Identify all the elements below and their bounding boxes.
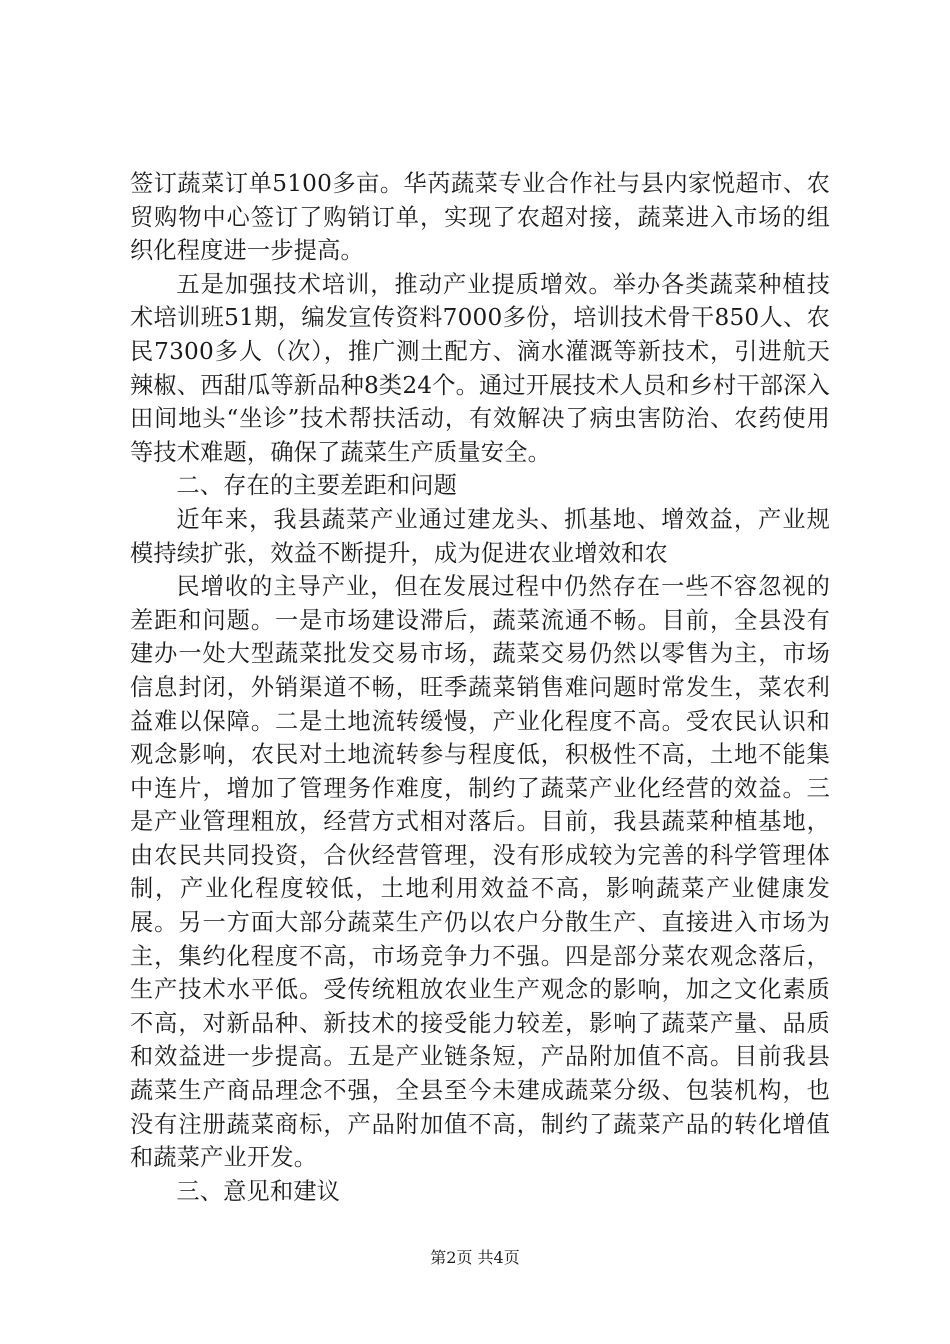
page-number-footer: 第2页 共4页 [430, 1248, 520, 1267]
section-heading-problems: 二、存在的主要差距和问题 [176, 472, 458, 500]
section-heading-suggestions: 三、意见和建议 [176, 1177, 341, 1205]
paragraph-technical-training: 五是加强技术培训，推动产业提质增效。举办各类蔬菜种植技术培训班51期，编发宣传资料7000多份，培训技术骨干850人、农民7300多人（次），推广测土配方、滴水灌溉等新技术，引进航天辣椒、西甜瓜等新品种8类24个。通过开展技术人员和乡村干部深入田间地头“坐诊”技术帮扶活动，有效解决了病虫害防治、农药使用等技术难题，确保了蔬菜生产质量安全。 [130, 270, 830, 466]
paragraph-recent-years: 近年来，我县蔬菜产业通过建龙头、抓基地、增效益，产业规模持续扩张，效益不断提升，成为促进农业增效和农 [130, 505, 830, 567]
paragraph-continuation: 签订蔬菜订单5100多亩。华芮蔬菜专业合作社与县内家悦超市、农贸购物中心签订了购销订单，实现了农超对接，蔬菜进入市场的组织化程度进一步提高。 [130, 170, 830, 265]
paragraph-problems-detail: 民增收的主导产业，但在发展过程中仍然存在一些不容忽视的差距和问题。一是市场建设滞后，蔬菜流通不畅。目前，全县没有建办一处大型蔬菜批发交易市场，蔬菜交易仍然以零售为主，市场信息封闭，外销渠道不畅，旺季蔬菜销售难问题时常发生，菜农利益难以保障。二是土地流转缓慢，产业化程度不高。受农民认识和观念影响，农民对土地流转参与程度低，积极性不高，土地不能集中连片，增加了管理务作难度，制约了蔬菜产业化经营的效益。三是产业管理粗放，经营方式相对落后。目前，我县蔬菜种植基地，由农民共同投资，合伙经营管理，没有形成较为完善的科学管理体制，产业化程度较低，土地利用效益不高，影响蔬菜产业健康发展。另一方面大部分蔬菜生产仍以农户分散生产、直接进入市场为主，集约化程度不高，市场竞争力不强。四是部分菜农观念落后，生产技术水平低。受传统粗放农业生产观念的影响，加之文化素质不高，对新品种、新技术的接受能力较差，影响了蔬菜产量、品质和效益进一步提高。五是产业链条短，产品附加值不高。目前我县蔬菜生产商品理念不强，全县至今未建成蔬菜分级、包装机构，也没有注册蔬菜商标，产品附加值不高，制约了蔬菜产品的转化增值和蔬菜产业开发。 [130, 573, 830, 1172]
document-body [130, 167, 830, 1208]
